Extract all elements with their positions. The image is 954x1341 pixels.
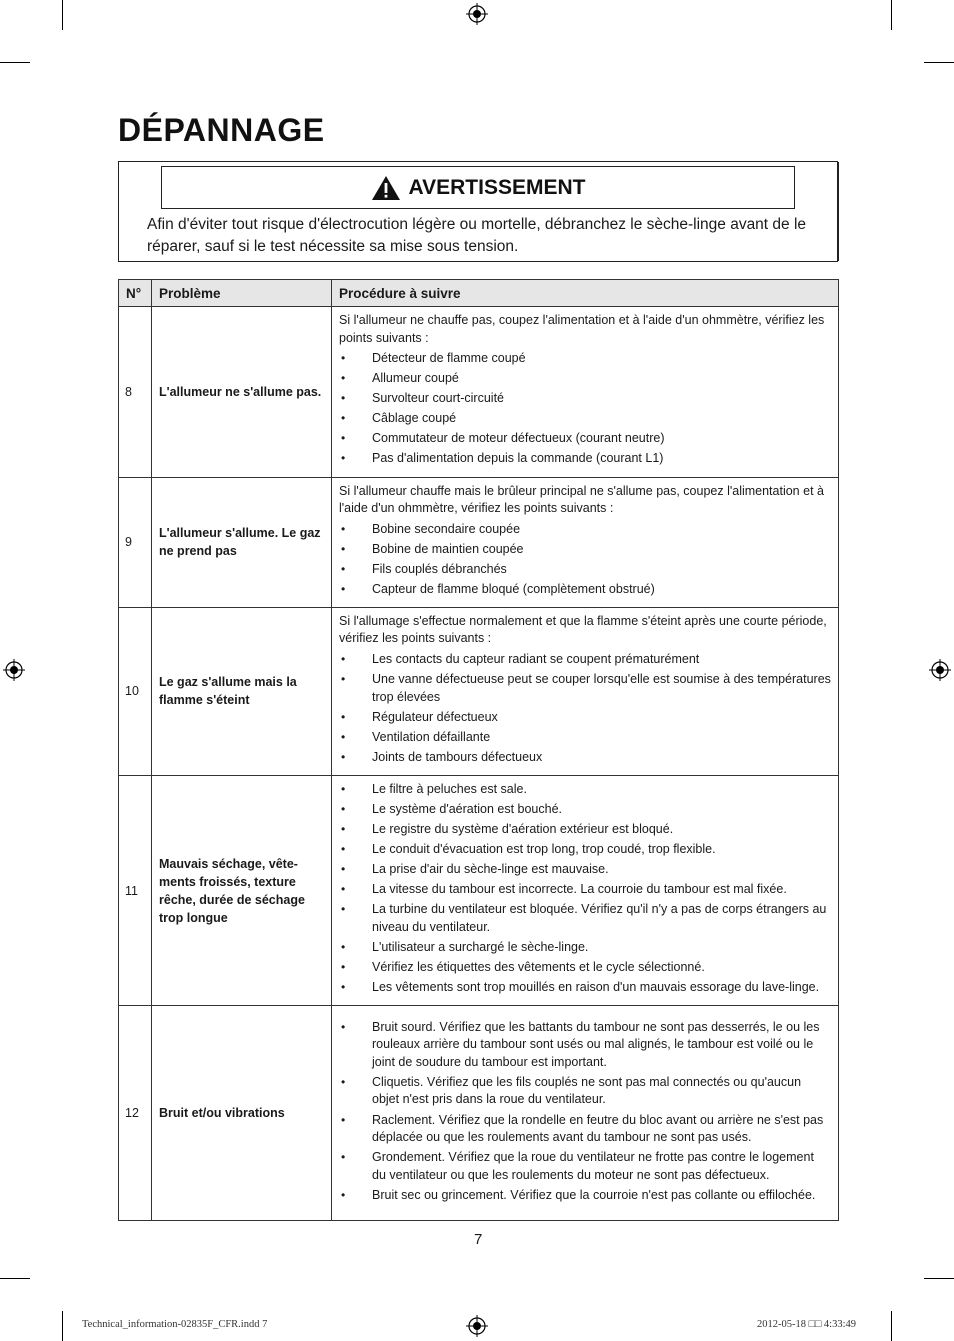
row-problem: L'allumeur ne s'allume pas. (152, 307, 332, 478)
row-procedure (332, 775, 839, 1005)
table-row (119, 307, 839, 478)
list-item: • Les vêtements sont trop mouillés en raison d'un mauvais essorage du lave-linge. (339, 979, 831, 997)
crop-mark (0, 1278, 30, 1279)
warning-box (118, 161, 838, 262)
list-item: • La prise d'air du sèche-linge est mauvaise. (339, 861, 831, 879)
page-number: 7 (474, 1231, 483, 1248)
registration-mark-icon (466, 1315, 488, 1337)
table-row (119, 775, 839, 1005)
table-row (119, 1006, 839, 1221)
list-item: • Le filtre à peluches est sale. (339, 781, 831, 799)
list-item: • La vitesse du tambour est incorrecte. La courroie du tambour est mal fixée. (339, 881, 831, 899)
procedure-intro: Si l'allumeur chauffe mais le brûleur principal ne s'allume pas, coupez l'alimentation et à l'aide d'un ohmmètre, vérifiez les points suivants : (339, 483, 824, 516)
column-header-problem: Problème (152, 280, 332, 307)
list-item: • Les contacts du capteur radiant se coupent prématurément (339, 651, 831, 669)
warning-text: Afin d'éviter tout risque d'électrocution légère ou mortelle, débranchez le sèche-linge avant de le réparer, sauf si le test nécessite sa mise sous tension. (147, 216, 807, 255)
list-item: • Survolteur court-circuité (339, 390, 831, 408)
warning-heading: AVERTISSEMENT (408, 175, 586, 199)
footer-filename: Technical_information-02835F_CFR.indd 7 (82, 1319, 268, 1330)
list-item: • Capteur de flamme bloqué (complètement obstrué) (339, 581, 831, 599)
list-item: • Une vanne défectueuse peut se couper lorsqu'elle est soumise à des températures trop élevées (339, 671, 831, 706)
row-procedure (332, 607, 839, 775)
row-number: 8 (119, 307, 152, 478)
list-item: • Cliquetis. Vérifiez que les fils couplés ne sont pas mal connectés ou qu'aucun objet n'est pris dans la roue du ventilateur. (339, 1074, 831, 1109)
list-item: • Régulateur défectueux (339, 709, 831, 727)
list-item: • La turbine du ventilateur est bloquée. Vérifiez qu'il n'y a pas de corps étrangers au niveau du ventilateur. (339, 901, 831, 936)
crop-mark (924, 1278, 954, 1279)
row-procedure (332, 477, 839, 607)
list-item: • Bruit sec ou grincement. Vérifiez que la courroie n'est pas collante ou effilochée. (339, 1187, 831, 1205)
list-item: • Commutateur de moteur défectueux (courant neutre) (339, 430, 831, 448)
list-item: • L'utilisateur a surchargé le sèche-linge. (339, 939, 831, 957)
procedure-intro: Si l'allumage s'effectue normalement et que la flamme s'éteint après une courte période, vérifiez les points suivants : (339, 613, 827, 646)
list-item: • Ventilation défaillante (339, 729, 831, 747)
list-item: • Joints de tambours défectueux (339, 749, 831, 767)
registration-mark-icon (466, 3, 488, 25)
procedure-list (339, 651, 831, 766)
page-title: DÉPANNAGE (118, 112, 325, 148)
list-item: • Le conduit d'évacuation est trop long, trop coudé, trop flexible. (339, 841, 831, 859)
procedure-list (339, 781, 831, 997)
table-row (119, 477, 839, 607)
list-item: • Pas d'alimentation depuis la commande (courant L1) (339, 450, 831, 468)
list-item: • Allumeur coupé (339, 370, 831, 388)
troubleshooting-table (118, 279, 839, 1221)
crop-mark (62, 0, 63, 30)
list-item: • Bobine secondaire coupée (339, 521, 831, 539)
list-item: • Vérifiez les étiquettes des vêtements et le cycle sélectionné. (339, 959, 831, 977)
table-header-row (119, 280, 839, 307)
list-item: • Bruit sourd. Vérifiez que les battants du tambour ne sont pas desserrés, le ou les rouleaux arrière du tambour sont usés ou mal alignés, le tambour est voilé ou le joint de soudure du tambour est important. (339, 1019, 831, 1072)
crop-mark (891, 0, 892, 30)
crop-mark (62, 1311, 63, 1341)
list-item: • Le registre du système d'aération extérieur est bloqué. (339, 821, 831, 839)
table-row (119, 607, 839, 775)
list-item: • Grondement. Vérifiez que la roue du ventilateur ne frotte pas contre le logement du ventilateur ou que les roulements du moteur ne sont pas défectueux. (339, 1149, 831, 1184)
registration-mark-icon (929, 659, 951, 681)
list-item: • Le système d'aération est bouché. (339, 801, 831, 819)
crop-mark (891, 1311, 892, 1341)
warning-triangle-icon (371, 175, 401, 201)
procedure-list (339, 1019, 831, 1204)
row-number: 9 (119, 477, 152, 607)
row-number: 11 (119, 775, 152, 1005)
list-item: • Bobine de maintien coupée (339, 541, 831, 559)
registration-mark-icon (3, 659, 25, 681)
list-item: • Détecteur de flamme coupé (339, 350, 831, 368)
column-header-procedure: Procédure à suivre (332, 280, 839, 307)
crop-mark (0, 62, 30, 63)
list-item: • Raclement. Vérifiez que la rondelle en feutre du bloc avant ou arrière ne s'est pas déplacée ou que les roulements avant du tambour ne sont pas usés. (339, 1112, 831, 1147)
list-item: • Câblage coupé (339, 410, 831, 428)
procedure-list (339, 521, 831, 599)
crop-mark (924, 62, 954, 63)
row-problem: Le gaz s'allume mais la flamme s'éteint (152, 607, 332, 775)
list-item: • Fils couplés débranchés (339, 561, 831, 579)
footer-timestamp: 2012-05-18 □□ 4:33:49 (757, 1319, 857, 1330)
row-problem: Mauvais séchage, vête-ments froissés, texture rêche, durée de séchage trop longue (152, 775, 332, 1005)
row-number: 12 (119, 1006, 152, 1221)
row-problem: Bruit et/ou vibrations (152, 1006, 332, 1221)
row-problem: L'allumeur s'allume. Le gaz ne prend pas (152, 477, 332, 607)
procedure-intro: Si l'allumeur ne chauffe pas, coupez l'alimentation et à l'aide d'un ohmmètre, vérifiez les points suivants : (339, 313, 825, 345)
row-number: 10 (119, 607, 152, 775)
row-procedure (332, 307, 839, 478)
column-header-number: N° (119, 280, 152, 307)
procedure-list (339, 350, 831, 468)
warning-header (161, 166, 795, 209)
row-procedure (332, 1006, 839, 1221)
